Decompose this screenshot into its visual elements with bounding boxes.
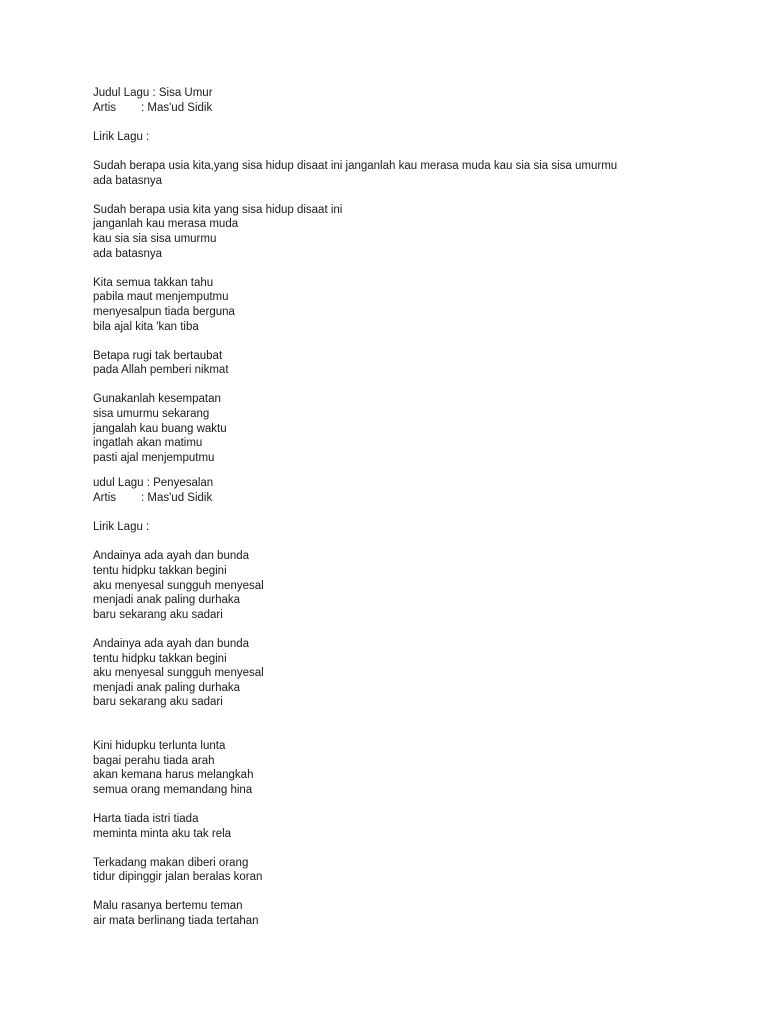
lyric-line: Andainya ada ayah dan bunda [93,637,250,650]
lyric-line: pabila maut menjemputmu [93,291,229,304]
lyric-line: Gunakanlah kesempatan [93,393,221,406]
lyric-line: kau sia sia sisa umurmu [93,232,217,245]
lyric-line: Malu rasanya bertemu teman [93,900,243,913]
lyric-line: aku menyesal sungguh menyesal [93,579,264,592]
lyric-line: baru sekarang aku sadari [93,696,223,709]
lyric-line: bila ajal kita 'kan tiba [93,320,199,333]
lyric-line: pada Allah pemberi nikmat [93,364,229,377]
lyric-line: Terkadang makan diberi orang [93,856,249,869]
lyric-line: pasti ajal menjemputmu [93,451,215,464]
lyric-line: tentu hidpku takkan begini [93,652,227,665]
lyric-line: menjadi anak paling durhaka [93,681,241,694]
artist-label: Artis [93,492,116,505]
lyric-line: tentu hidpku takkan begini [93,565,227,577]
lyric-line: ingatlah akan matimu [93,437,203,450]
artist-label: Artis [93,101,116,114]
lyrics-heading: Lirik Lagu : [93,521,150,534]
lyric-line: bagai perahu tiada arah [93,754,215,767]
lyric-line: Kini hidupku terlunta lunta [93,739,226,752]
lyric-line: jangalah kau buang waktu [93,422,227,435]
artist-row [93,101,733,116]
lyric-line: Betapa rugi tak bertaubat [93,349,223,362]
lyric-line: akan kemana harus melangkah [93,769,254,782]
lyric-line: baru sekarang aku sadari [93,608,223,621]
lyric-line: aku menyesal sungguh menyesal [93,667,264,680]
lyric-line: sisa umurmu sekarang [93,408,210,421]
lyric-line: ada batasnya [93,174,163,187]
artist-row [93,491,733,506]
lyric-line: ada batasnya [93,247,163,260]
lyric-line: Harta tiada istri tiada [93,812,199,825]
lyrics-heading: Lirik Lagu : [93,130,150,143]
lyric-line: Kita semua takkan tahu [93,276,214,289]
artist-name: : Mas'ud Sidik [141,492,213,505]
lyric-line: menjadi anak paling durhaka [93,594,241,607]
lyric-line: Andainya ada ayah dan bunda [93,550,250,563]
document-page [93,86,733,929]
lyric-line: Sudah berapa usia kita,yang sisa hidup disaat ini janganlah kau merasa muda kau sia sia sisa umurmu [93,159,618,172]
lyric-line: menyesalpun tiada berguna [93,305,235,318]
lyric-line: Sudah berapa usia kita yang sisa hidup disaat ini [93,203,343,216]
lyric-line: air mata berlinang tiada tertahan [93,915,259,928]
artist-name: : Mas'ud Sidik [141,101,213,114]
lyric-line: tidur dipinggir jalan beralas koran [93,871,263,884]
lyric-line: semua orang memandang hina [93,783,253,796]
lyric-line: janganlah kau merasa muda [93,218,239,231]
song-title: udul Lagu : Penyesalan [93,477,214,490]
song-title: Judul Lagu : Sisa Umur [93,87,213,99]
lyric-line: meminta minta aku tak rela [93,827,232,840]
